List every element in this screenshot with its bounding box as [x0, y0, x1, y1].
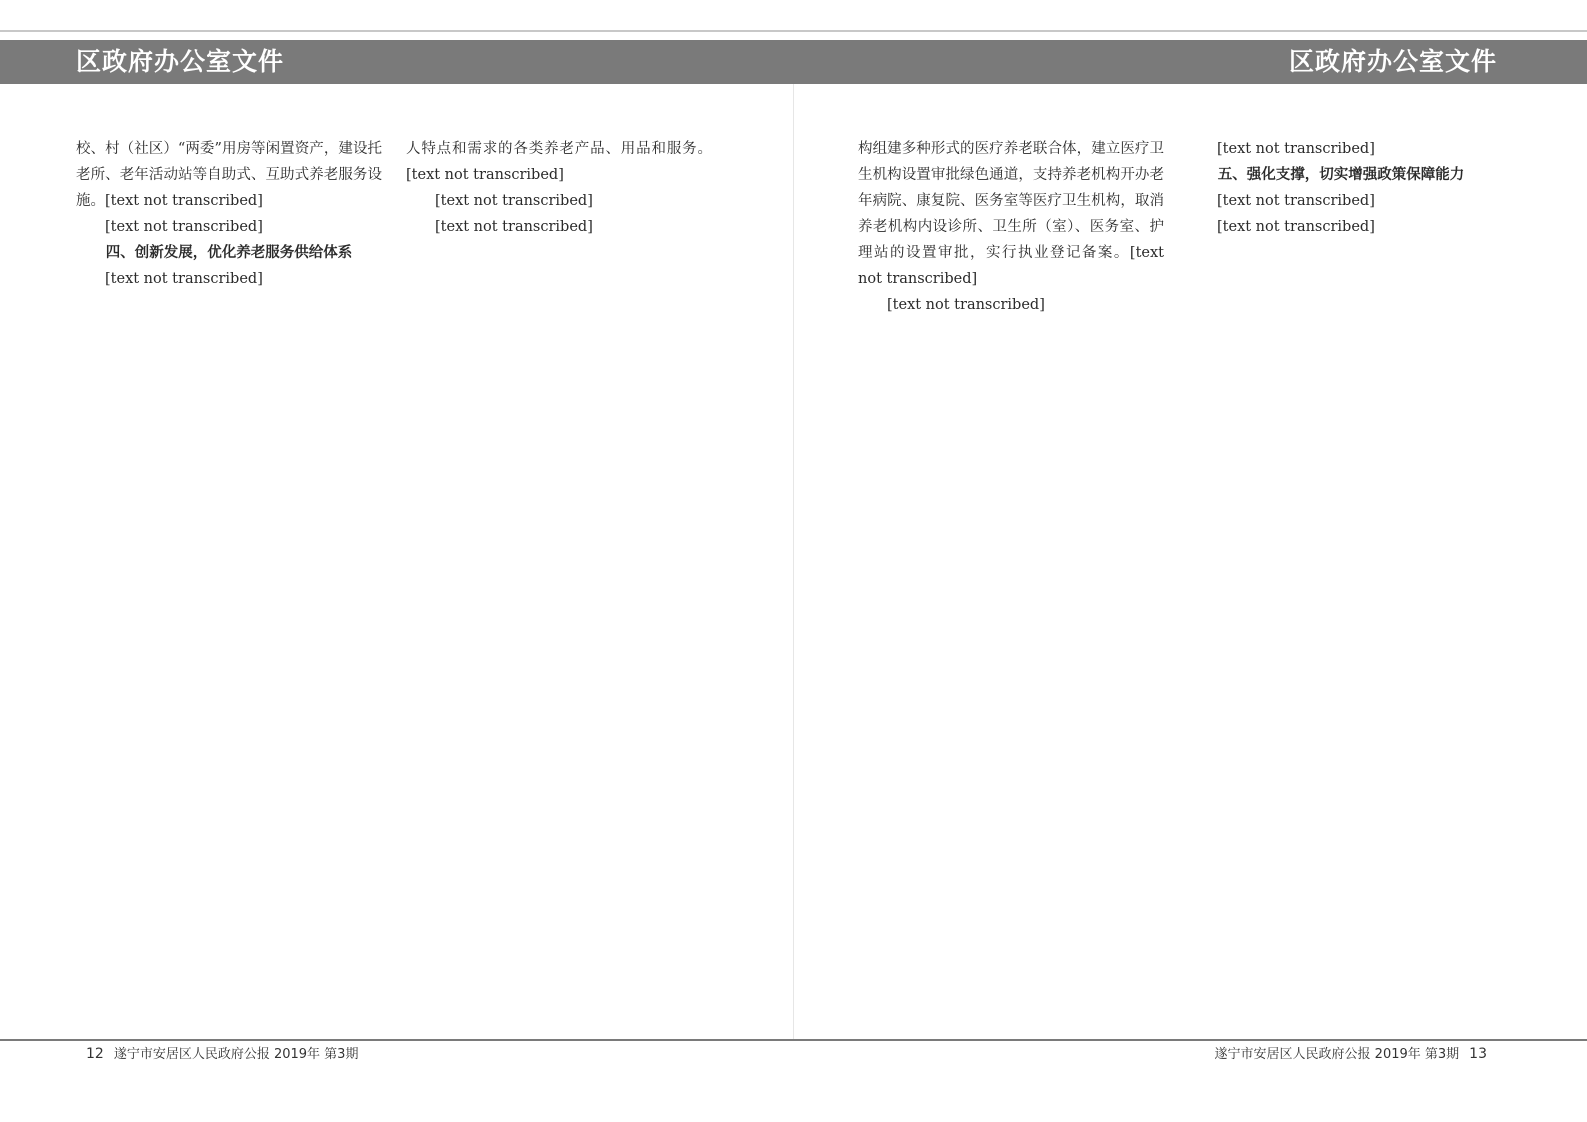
- text-column-1: [76, 136, 382, 1031]
- footer-right: [1215, 1044, 1497, 1065]
- text-column-3: [858, 136, 1164, 1031]
- body-paragraph: [text not transcribed]: [1217, 141, 1375, 157]
- header-title-right: 区政府办公室文件: [1288, 47, 1497, 76]
- body-paragraph: [text not transcribed]: [105, 271, 263, 287]
- body-paragraph: [text not transcribed]: [105, 219, 263, 235]
- page-divider: [793, 84, 794, 1039]
- body-paragraph-continued: 校、村（社区）“两委”用房等闲置资产，建设托老所、老年活动站等自助式、互助式养老服务设施。[text not transcribed]: [76, 141, 382, 209]
- footer-publication-left: 遂宁市安居区人民政府公报 2019年 第3期: [113, 1047, 359, 1062]
- text-column-2: [406, 136, 712, 1031]
- header-title-left: 区政府办公室文件: [76, 47, 285, 76]
- footer-rule: [0, 1039, 1587, 1041]
- footer-publication-right: 遂宁市安居区人民政府公报 2019年 第3期: [1214, 1047, 1460, 1062]
- body-paragraph-continued: 构组建多种形式的医疗养老联合体，建立医疗卫生机构设置审批绿色通道，支持养老机构开办老年病院、康复院、医务室等医疗卫生机构，取消养老机构内设诊所、卫生所（室）、医务室、护理站的设置审批，实行执业登记备案。[text not transcribed]: [858, 141, 1164, 287]
- section-heading: 五、强化支撑，切实增强政策保障能力: [1217, 167, 1465, 183]
- body-paragraph-continued: 人特点和需求的各类养老产品、用品和服务。[text not transcribed]: [406, 141, 712, 183]
- body-paragraph: [text not transcribed]: [887, 297, 1045, 313]
- section-heading: 四、创新发展，优化养老服务供给体系: [105, 245, 353, 261]
- body-paragraph: [text not transcribed]: [435, 193, 593, 209]
- footer-left: [76, 1044, 358, 1065]
- body-paragraph: [text not transcribed]: [1217, 193, 1375, 209]
- body-paragraph: [text not transcribed]: [1217, 219, 1375, 235]
- text-column-4: [1188, 136, 1494, 1031]
- body-paragraph: [text not transcribed]: [435, 219, 593, 235]
- page-number-right: 13: [1469, 1046, 1487, 1062]
- top-rule: [0, 30, 1587, 32]
- page-number-left: 12: [86, 1046, 104, 1062]
